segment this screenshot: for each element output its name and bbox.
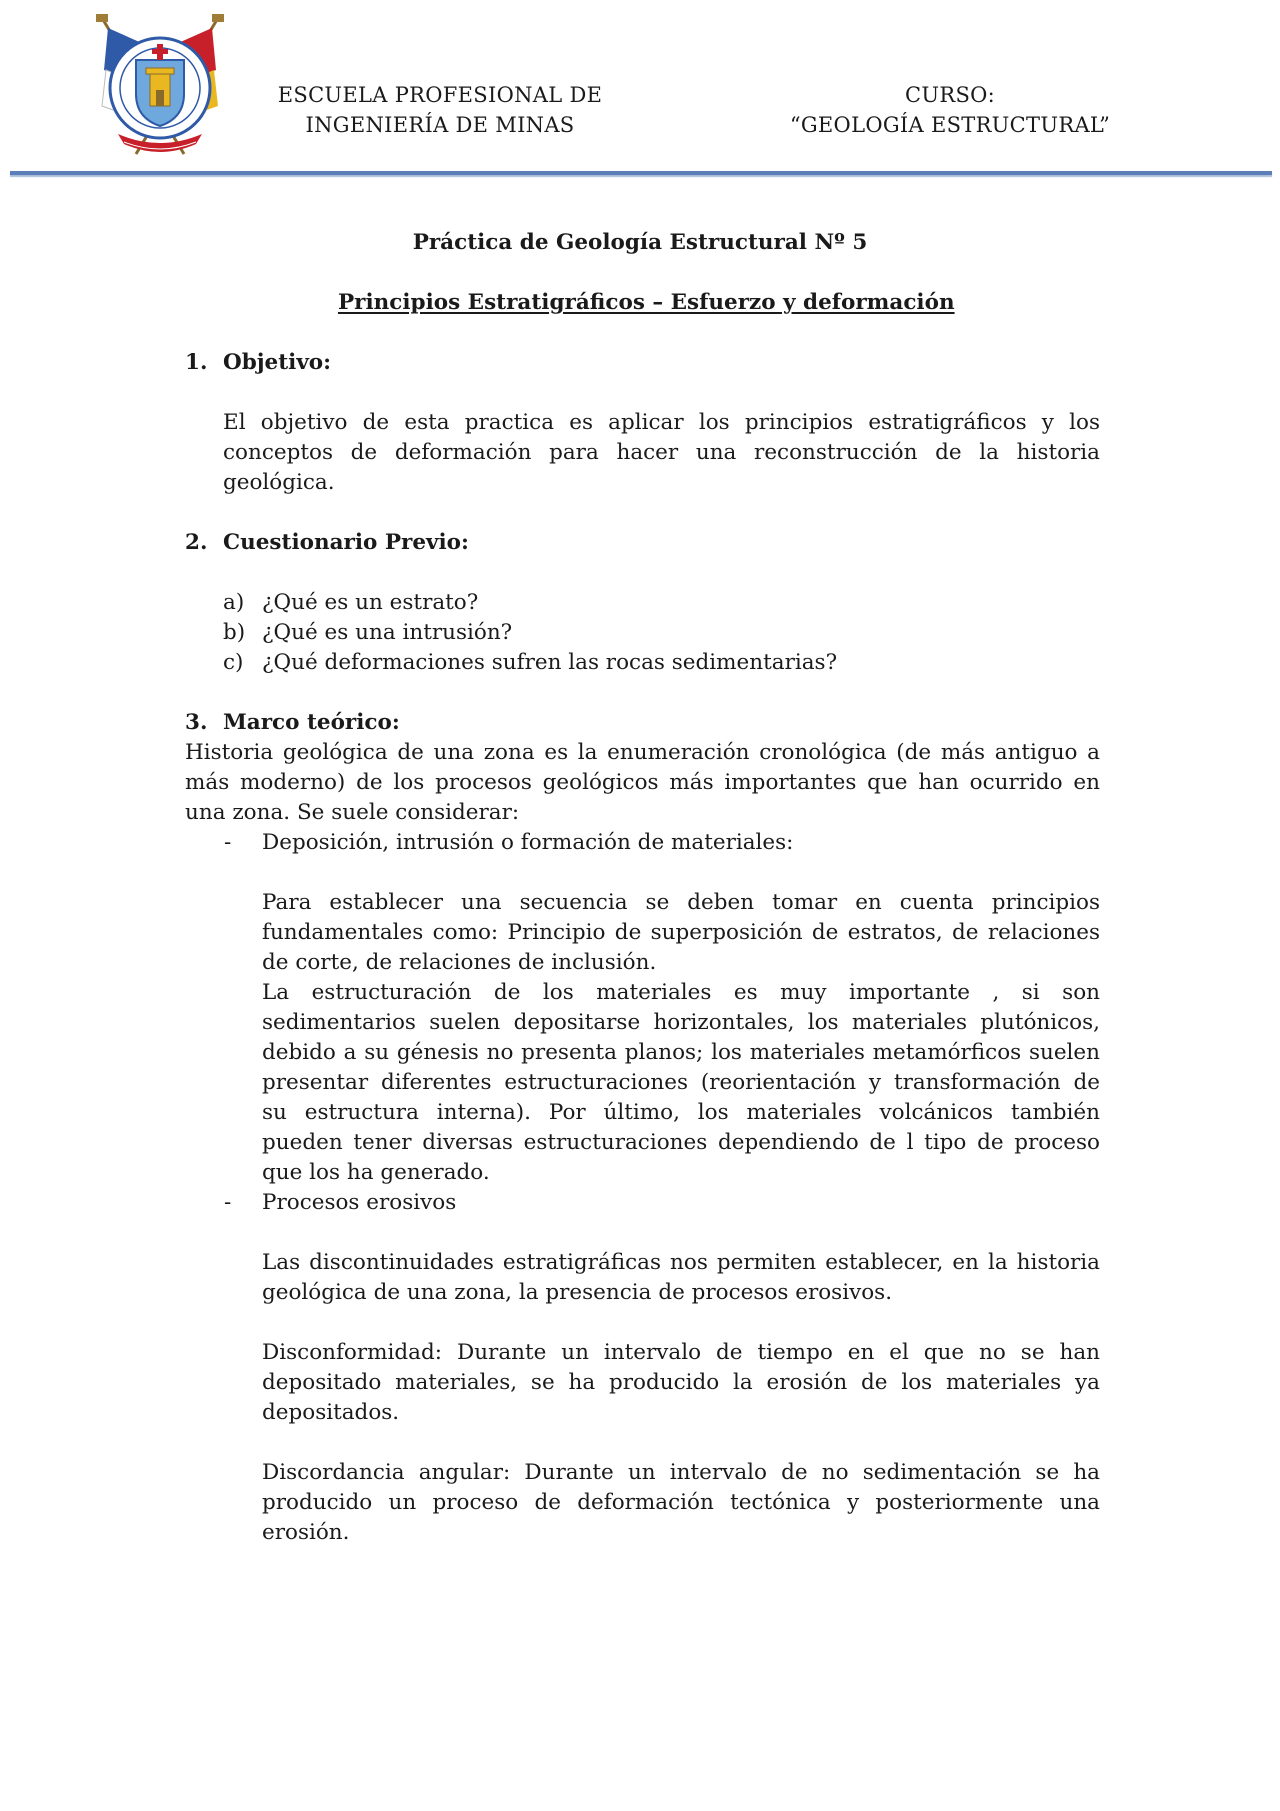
para5-line-2: producido un proceso de deformación tectónica y posteriormente una <box>262 1490 1100 1515</box>
para1-line-2: fundamentales como: Principio de superposición de estratos, de relaciones <box>262 920 1100 945</box>
question-text: ¿Qué es una intrusión? <box>262 620 513 645</box>
section-1-number: 1. <box>185 350 208 375</box>
bullet-text: Deposición, intrusión o formación de materiales: <box>262 830 794 855</box>
school-line-1: ESCUELA PROFESIONAL DE <box>277 83 603 107</box>
objective-line-1: El objetivo de esta practica es aplicar los principios estratigráficos y los <box>223 410 1100 435</box>
question-marker: c) <box>223 650 244 675</box>
question-text: ¿Qué es un estrato? <box>262 590 479 615</box>
question-text: ¿Qué deformaciones sufren las rocas sedimentarias? <box>262 650 838 675</box>
course-title: “GEOLOGÍA ESTRUCTURAL” <box>789 113 1111 137</box>
para2-line-1: La estructuración de los materiales es muy importante , si son <box>262 980 1100 1005</box>
objective-line-3: geológica. <box>223 470 335 495</box>
para2-line-6: pueden tener diversas estructuraciones dependiendo de l tipo de proceso <box>262 1130 1100 1155</box>
intro-line-2: más moderno) de los procesos geológicos más importantes que han ocurrido en <box>185 770 1100 795</box>
section-1-heading <box>185 350 331 375</box>
intro-line-3: una zona. Se suele considerar: <box>185 800 520 825</box>
section-2-number: 2. <box>185 530 208 555</box>
para2-line-3: debido a su génesis no presenta planos; los materiales metamórficos suelen <box>262 1040 1100 1065</box>
university-logo <box>84 14 236 164</box>
objective-line-2: conceptos de deformación para hacer una reconstrucción de la historia <box>223 440 1100 465</box>
page-header <box>0 0 1280 180</box>
para4-line-1: Disconformidad: Durante un intervalo de tiempo en el que no se han <box>262 1340 1100 1365</box>
header-divider <box>10 171 1272 175</box>
bullet-text: Procesos erosivos <box>262 1190 457 1215</box>
course-label: CURSO: <box>904 83 996 107</box>
section-2-heading <box>185 530 469 555</box>
question-marker: a) <box>223 590 245 615</box>
para2-line-4: presentar diferentes estructuraciones (reorientación y transformación de <box>262 1070 1100 1095</box>
para3-line-2: geológica de una zona, la presencia de procesos erosivos. <box>262 1280 893 1305</box>
page-subtitle <box>338 290 955 315</box>
para3-line-1: Las discontinuidades estratigráficas nos permiten establecer, en la historia <box>262 1250 1100 1275</box>
para4-line-3: depositados. <box>262 1400 400 1425</box>
section-3-heading <box>185 710 400 735</box>
bullet-marker: - <box>224 1190 232 1215</box>
para5-line-1: Discordancia angular: Durante un intervalo de no sedimentación se ha <box>262 1460 1100 1485</box>
school-line-2: INGENIERÍA DE MINAS <box>305 113 575 137</box>
section-1-title: Objetivo: <box>223 350 332 375</box>
bullet-marker: - <box>224 830 232 855</box>
para5-line-3: erosión. <box>262 1520 350 1545</box>
section-3-number: 3. <box>185 710 208 735</box>
para1-line-3: de corte, de relaciones de inclusión. <box>262 950 657 975</box>
para2-line-7: que los ha generado. <box>262 1160 490 1185</box>
course-name <box>760 80 1140 140</box>
page-subtitle-text: Principios Estratigráficos – Esfuerzo y deformación <box>338 290 955 315</box>
university-crest-icon <box>84 14 236 164</box>
section-3-title: Marco teórico: <box>223 710 400 735</box>
school-name <box>270 80 610 140</box>
section-2-title: Cuestionario Previo: <box>223 530 469 555</box>
para1-line-1: Para establecer una secuencia se deben tomar en cuenta principios <box>262 890 1100 915</box>
question-marker: b) <box>223 620 246 645</box>
para2-line-5: su estructura interna). Por último, los materiales volcánicos también <box>262 1100 1100 1125</box>
page-title: Práctica de Geología Estructural Nº 5 <box>412 230 868 255</box>
para4-line-2: depositado materiales, se ha producido la erosión de los materiales ya <box>262 1370 1100 1395</box>
intro-line-1: Historia geológica de una zona es la enumeración cronológica (de más antiguo a <box>185 740 1100 765</box>
para2-line-2: sedimentarios suelen depositarse horizontales, los materiales plutónicos, <box>262 1010 1100 1035</box>
